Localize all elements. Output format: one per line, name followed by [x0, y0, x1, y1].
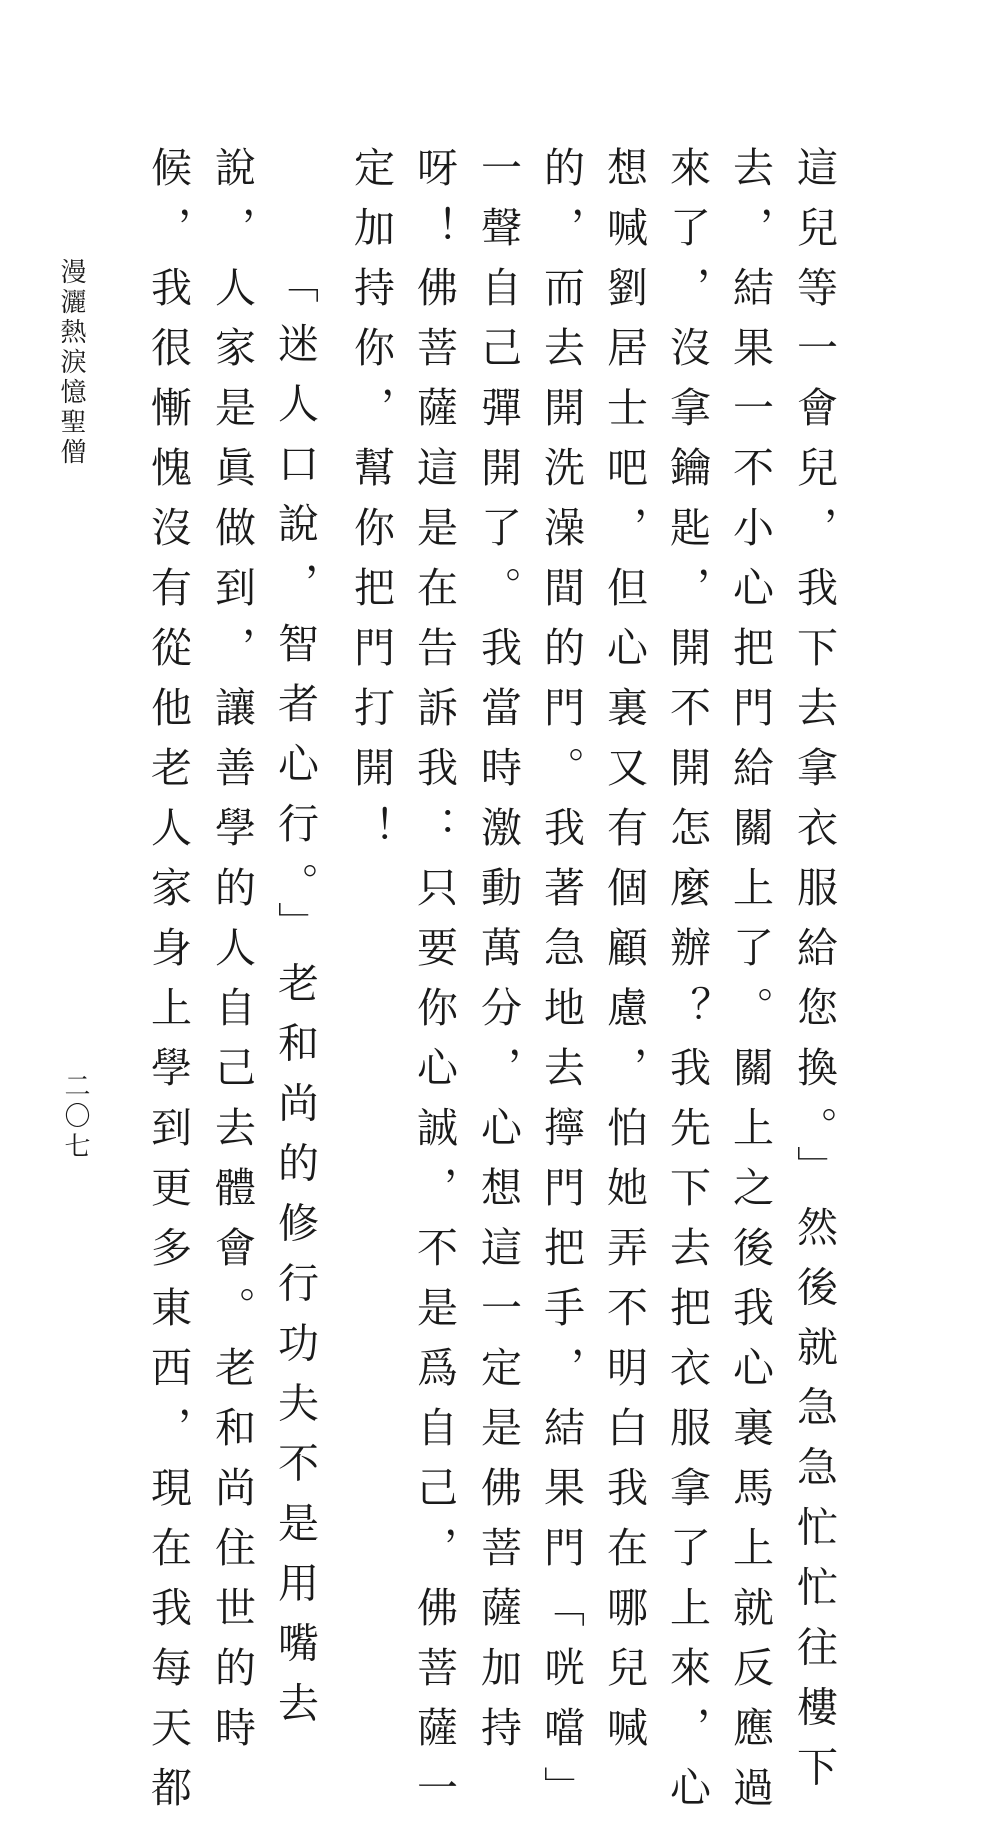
text-column-9: 「迷人口說，智者心行。」老和尚的修行功夫不是用嘴去 [271, 262, 319, 1742]
text-column-3: 來了，沒拿鑰匙，開不開怎麼辦？我先下去把衣服拿了上來，心 [663, 146, 711, 1826]
running-title: 漫灑熱淚憶聖僧 [56, 258, 86, 468]
text-column-2: 去，結果一不小心把門給關上了。關上之後我心裏馬上就反應過 [726, 146, 774, 1826]
text-column-4: 想喊劉居士吧，但心裏又有個顧慮，怕她弄不明白我在哪兒喊 [600, 146, 648, 1766]
text-column-10: 說，人家是眞做到，讓善學的人自己去體會。老和尚住世的時 [208, 146, 256, 1766]
text-column-5: 的，而去開洗澡間的門。我著急地去擰門把手，結果門「咣噹」 [537, 146, 585, 1826]
text-column-1: 這兒等一會兒，我下去拿衣服給您換。」然後就急急忙忙往樓下 [790, 146, 838, 1806]
text-column-7: 呀！佛菩薩這是在告訴我：只要你心誠，不是爲自己，佛菩薩一 [410, 146, 458, 1826]
text-column-11: 候，我很慚愧沒有從他老人家身上學到更多東西，現在我每天都 [144, 146, 192, 1826]
text-column-6: 一聲自己彈開了。我當時激動萬分，心想這一定是佛菩薩加持 [474, 146, 522, 1766]
page-number: 二〇七 [60, 1072, 90, 1162]
text-column-8: 定加持你，幫你把門打開！ [347, 146, 395, 866]
